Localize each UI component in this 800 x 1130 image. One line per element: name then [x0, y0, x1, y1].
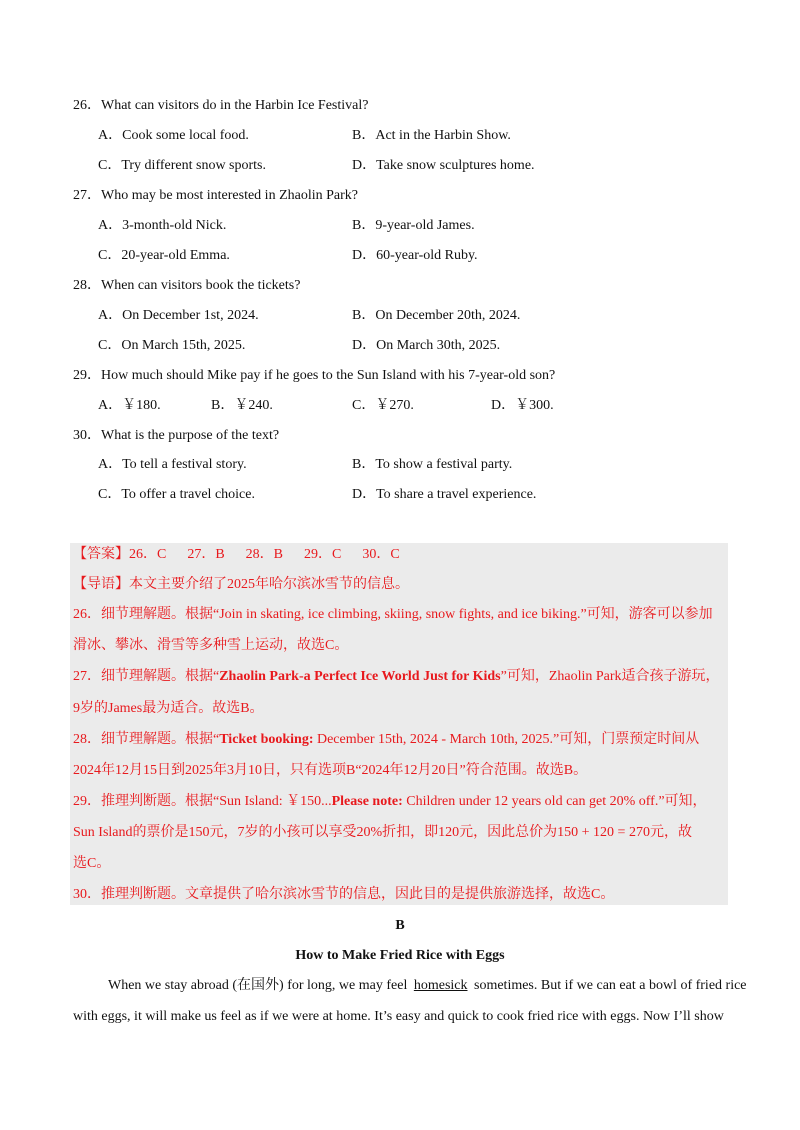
q30-option-a: A．To tell a festival story. — [98, 457, 247, 472]
q27-option-d: D．60-year-old Ruby. — [352, 248, 478, 263]
explanation-29-line1 — [73, 793, 707, 811]
explanation-27-line1 — [73, 668, 720, 686]
e27-bold-quote: Zhaolin Park-a Perfect Ice World Just for Kids — [219, 669, 501, 684]
answer-key: 【答案】26．C 27．B 28．B 29．C 30．C — [73, 547, 400, 562]
q29-option-c: C．￥270. — [352, 398, 414, 413]
q30-option-b: B．To show a festival party. — [352, 457, 513, 472]
q28-option-d: D．On March 30th, 2025. — [352, 338, 501, 353]
q30-option-c: C．To offer a travel choice. — [98, 487, 255, 502]
q29-option-b: B．￥240. — [211, 398, 273, 413]
e29-prefix: 29．推理判断题。根据“Sun Island: ￥150... — [73, 794, 332, 809]
e27-prefix: 27．细节理解题。根据“ — [73, 669, 220, 684]
q29-option-a: A．￥180. — [98, 398, 161, 413]
q28-option-b: B．On December 20th, 2024. — [352, 308, 521, 323]
q27-option-c: C．20-year-old Emma. — [98, 248, 230, 263]
explanation-29-line2: Sun Island的票价是150元，7岁的小孩可以享受20%折扣，即120元，因此总价为150 + 120 = 270元，故 — [73, 825, 692, 840]
question-27-stem: 27．Who may be most interested in Zhaolin Park? — [73, 188, 358, 203]
question-30-stem: 30．What is the purpose of the text? — [73, 428, 280, 443]
q27-option-a: A．3-month-old Nick. — [98, 218, 227, 233]
paragraph-line1 — [108, 977, 747, 995]
e28-prefix: 28．细节理解题。根据“ — [73, 732, 220, 747]
question-28-stem: 28．When can visitors book the tickets? — [73, 278, 301, 293]
p1-suffix: sometimes. But if we can eat a bowl of fried rice — [470, 978, 747, 993]
e28-bold-quote: Ticket booking: — [219, 732, 314, 747]
e29-suffix: Children under 12 years old can get 20% off.”可知， — [402, 794, 707, 809]
explanation-27-line2: 9岁的James最为适合。故选B。 — [73, 701, 264, 716]
section-title: How to Make Fried Rice with Eggs — [295, 948, 505, 963]
answer-guide: 【导语】本文主要介绍了2025年哈尔滨冰雪节的信息。 — [73, 577, 409, 592]
q30-option-d: D．To share a travel experience. — [352, 487, 537, 502]
explanation-29-line3: 选C。 — [73, 856, 111, 871]
q29-option-d: D．￥300. — [491, 398, 554, 413]
q28-option-c: C．On March 15th, 2025. — [98, 338, 246, 353]
homesick-underlined-word: homesick — [413, 978, 468, 993]
q26-option-b: B．Act in the Harbin Show. — [352, 128, 511, 143]
q26-option-d: D．Take snow sculptures home. — [352, 158, 535, 173]
explanation-26-line2: 滑冰、攀冰、滑雪等多种雪上运动，故选C。 — [73, 638, 349, 653]
explanation-28-line1 — [73, 731, 699, 749]
paragraph-line2: with eggs, it will make us feel as if we were at home. It’s easy and quick to cook fried rice with eggs. Now I’ll show — [73, 1009, 724, 1024]
q26-option-a: A．Cook some local food. — [98, 128, 249, 143]
answer-explanation-box — [70, 543, 728, 905]
question-26-stem: 26．What can visitors do in the Harbin Ice Festival? — [73, 98, 369, 113]
q28-option-a: A．On December 1st, 2024. — [98, 308, 259, 323]
e27-suffix: ”可知，Zhaolin Park适合孩子游玩， — [500, 669, 720, 684]
e28-suffix: December 15th, 2024 - March 10th, 2025.”可知，门票预定时间从 — [313, 732, 700, 747]
question-29-stem: 29．How much should Mike pay if he goes to the Sun Island with his 7-year-old son? — [73, 368, 556, 383]
q26-option-c: C．Try different snow sports. — [98, 158, 267, 173]
p1-prefix: When we stay abroad (在国外) for long, we may feel — [108, 978, 411, 993]
q27-option-b: B．9-year-old James. — [352, 218, 475, 233]
explanation-28-line2: 2024年12月15日到2025年3月10日，只有选项B“2024年12月20日”符合范围。故选B。 — [73, 763, 588, 778]
e29-bold-quote: Please note: — [331, 794, 403, 809]
explanation-30: 30．推理判断题。文章提供了哈尔滨冰雪节的信息，因此目的是提供旅游选择，故选C。 — [73, 887, 615, 902]
section-letter: B — [395, 918, 405, 933]
explanation-26-line1: 26．细节理解题。根据“Join in skating, ice climbing, skiing, snow fights, and ice biking.”可知，游客可以参加 — [73, 607, 713, 622]
